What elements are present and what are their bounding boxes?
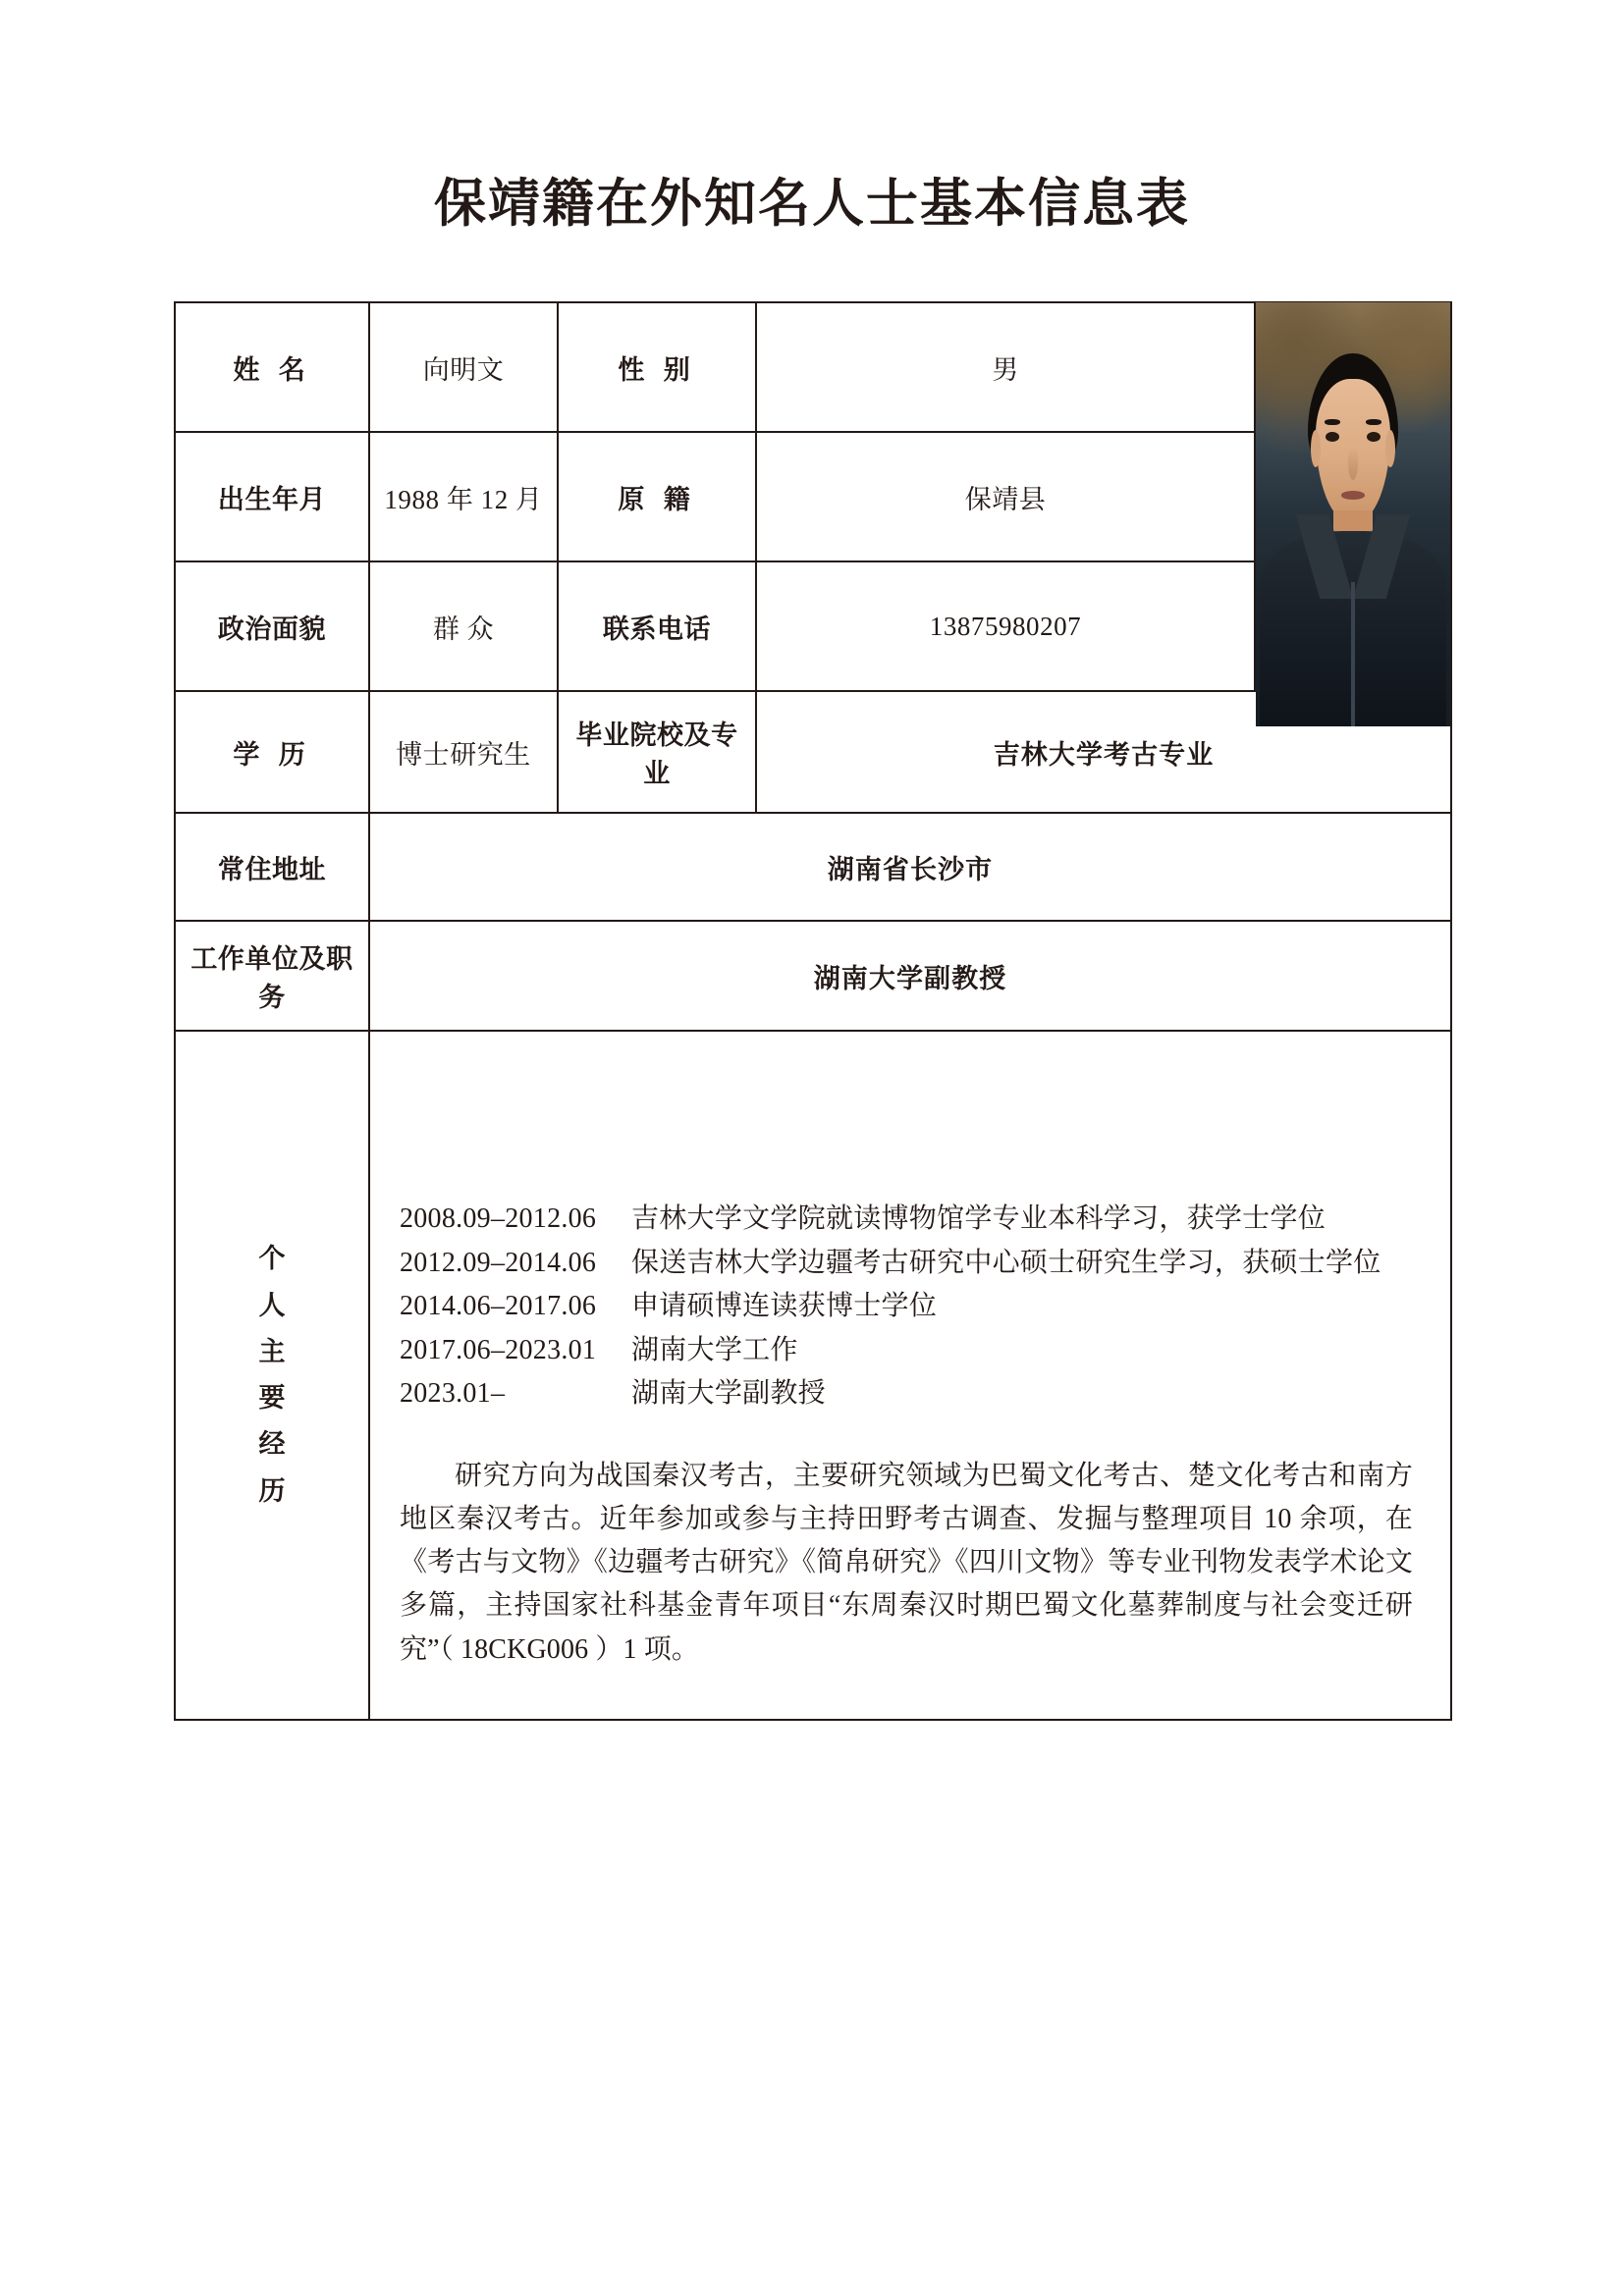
table-row-name [175, 302, 1451, 432]
portrait-brow-left [1325, 419, 1340, 425]
value-education: 博士研究生 [369, 691, 558, 813]
label-political-status: 政治面貌 [175, 561, 369, 691]
timeline-entry [400, 1243, 1417, 1285]
timeline-date: 2014.06–2017.06 [400, 1291, 597, 1322]
label-experience-char: 人 [258, 1290, 286, 1320]
portrait-image [1256, 302, 1450, 726]
personal-info-table [174, 301, 1452, 1721]
portrait-ear-right [1385, 430, 1395, 468]
value-address: 湖南省长沙市 [369, 813, 1451, 921]
label-name: 姓 名 [175, 302, 369, 432]
table-row-experience [175, 1031, 1451, 1720]
portrait-brow-right [1366, 419, 1381, 425]
value-birth: 1988 年 12 月 [369, 432, 558, 561]
label-school-major: 毕业院校及专业 [558, 691, 756, 813]
label-experience [175, 1031, 369, 1720]
timeline-date: 2017.06–2023.01 [400, 1334, 597, 1365]
experience-summary: 研究方向为战国秦汉考古，主要研究领域为巴蜀文化考古、楚文化考古和南方地区秦汉考古。近年参加或参与主持田野考古调查、发掘与整理项目 10 余项，在《考古与文物》《边疆考古研究》《简帛研究》《四川文物》等专业刊物发表学术论文多篇，主持国家社科基金青年项目“东周秦汉时期巴蜀文化墓葬制度与社会变迁研究”（ 18CKG006 ）1 项。 [400, 1460, 1414, 1665]
portrait-mouth [1341, 491, 1365, 500]
timeline-description: 保送吉林大学边疆考古研究中心硕士研究生学习，获硕士学位 [631, 1247, 1381, 1278]
experience-content [369, 1031, 1451, 1720]
timeline-entry [400, 1199, 1417, 1241]
portrait-photo [1256, 302, 1450, 726]
label-experience-char: 个 [258, 1244, 286, 1274]
label-experience-char: 主 [258, 1336, 286, 1366]
table-row-work [175, 921, 1451, 1031]
value-school-major: 吉林大学考古专业 [756, 691, 1451, 813]
value-gender: 男 [756, 302, 1255, 432]
label-experience-char: 历 [258, 1475, 286, 1506]
photo-cell [1255, 302, 1451, 691]
value-work-unit: 湖南大学副教授 [369, 921, 1451, 1031]
timeline-date: 2012.09–2014.06 [400, 1247, 597, 1278]
label-experience-char: 经 [258, 1429, 286, 1460]
timeline-entry [400, 1330, 1417, 1372]
page-title: 保靖籍在外知名人士基本信息表 [434, 175, 1190, 233]
timeline-description: 申请硕博连读获博士学位 [631, 1291, 938, 1322]
timeline-entry [400, 1286, 1417, 1328]
portrait-zipper [1351, 582, 1355, 726]
label-address: 常住地址 [175, 813, 369, 921]
portrait-eye-right [1367, 432, 1380, 442]
timeline-description: 湖南大学副教授 [631, 1378, 826, 1410]
label-experience-vertical [176, 1236, 368, 1515]
info-table-wrapper [174, 301, 1450, 1721]
label-gender: 性 别 [558, 302, 756, 432]
label-phone: 联系电话 [558, 561, 756, 691]
label-origin: 原 籍 [558, 432, 756, 561]
timeline-description: 湖南大学工作 [631, 1334, 798, 1365]
timeline-date: 2023.01– [400, 1378, 506, 1410]
value-phone: 13875980207 [756, 561, 1255, 691]
value-political-status: 群 众 [369, 561, 558, 691]
label-experience-char: 要 [258, 1383, 286, 1413]
table-row-address [175, 813, 1451, 921]
experience-timeline [400, 1199, 1417, 1415]
timeline-date: 2008.09–2012.06 [400, 1203, 597, 1234]
value-name: 向明文 [369, 302, 558, 432]
label-birth: 出生年月 [175, 432, 369, 561]
label-education: 学 历 [175, 691, 369, 813]
timeline-description: 吉林大学文学院就读博物馆学专业本科学习，获学士学位 [631, 1203, 1326, 1234]
value-origin: 保靖县 [756, 432, 1255, 561]
label-work-unit: 工作单位及职务 [175, 921, 369, 1031]
timeline-entry [400, 1373, 1417, 1415]
